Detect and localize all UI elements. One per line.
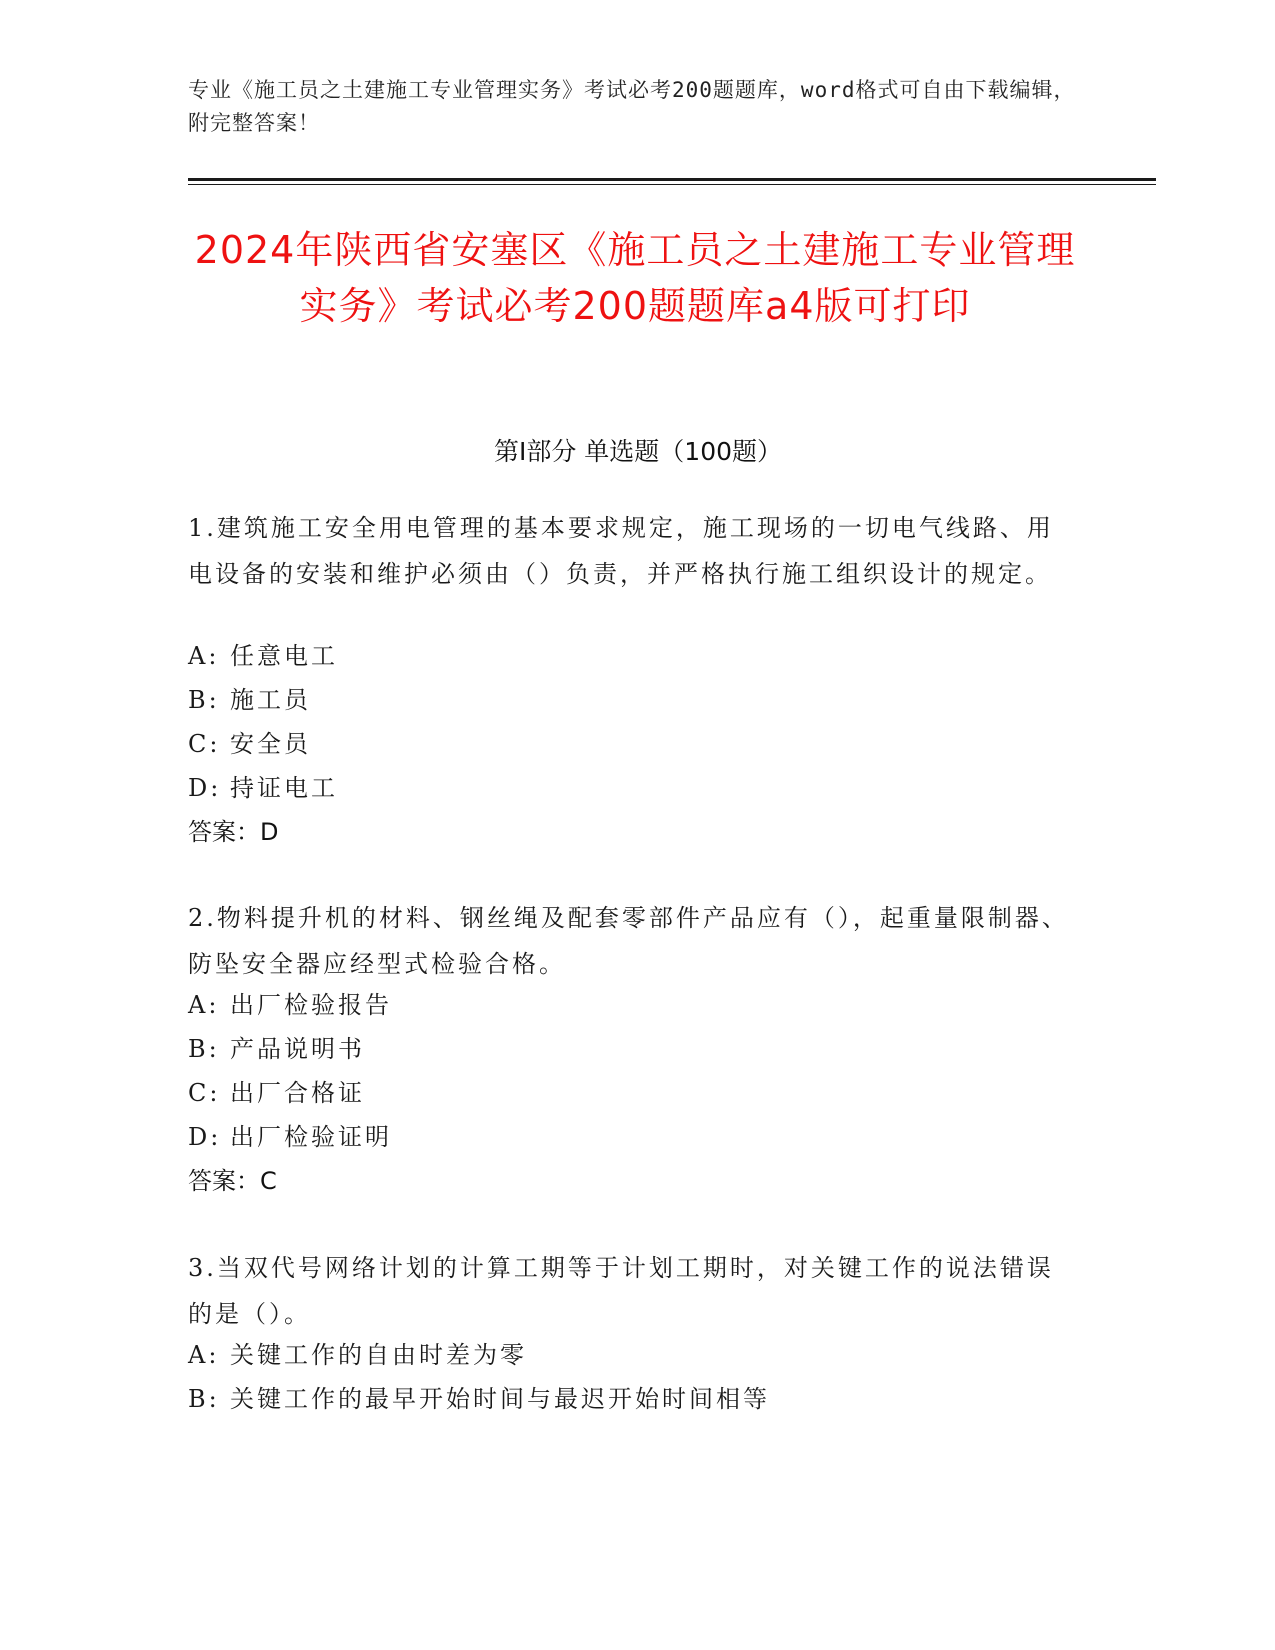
option-text: 关键工作的自由时差为零 (230, 1341, 527, 1369)
header-rule-thin (188, 184, 1156, 185)
question-3-option-a (188, 1332, 1078, 1378)
header-rule-thick (188, 178, 1156, 181)
question-3-option-b (188, 1376, 1078, 1422)
option-text: 任意电工 (230, 642, 338, 670)
option-key: A: (188, 991, 220, 1019)
question-1-option-c (188, 721, 1078, 767)
section-title: 第I部分 单选题（100题） (493, 437, 783, 466)
question-1-stem: 1.建筑施工安全用电管理的基本要求规定，施工现场的一切电气线路、用电设备的安装和维护必须由（）负责，并严格执行施工组织设计的规定。 (188, 514, 1054, 588)
option-text: 施工员 (230, 686, 311, 714)
question-2-stem: 2.物料提升机的材料、钢丝绳及配套零部件产品应有（），起重量限制器、防坠安全器应经型式检验合格。 (188, 904, 1069, 978)
option-key: B: (188, 686, 220, 714)
option-key: A: (188, 1341, 220, 1369)
question-3-stem: 3.当双代号网络计划的计算工期等于计划工期时，对关键工作的说法错误的是（）。 (188, 1254, 1054, 1328)
option-key: C: (188, 730, 221, 758)
question-1-option-a (188, 633, 1078, 679)
option-key: B: (188, 1385, 220, 1413)
question-2-option-d (188, 1114, 1078, 1160)
option-key: A: (188, 642, 220, 670)
option-text: 安全员 (230, 730, 311, 758)
question-2-option-c (188, 1070, 1078, 1116)
option-text: 关键工作的最早开始时间与最迟开始时间相等 (230, 1385, 770, 1413)
question-1-answer: 答案：D (188, 818, 279, 846)
question-2-option-b (188, 1026, 1078, 1072)
question-2-option-a (188, 982, 1078, 1028)
option-text: 持证电工 (230, 774, 338, 802)
question-2-answer: 答案：C (188, 1167, 277, 1195)
option-key: C: (188, 1079, 221, 1107)
option-text: 出厂合格证 (230, 1079, 365, 1107)
option-key: D: (188, 1123, 222, 1151)
option-key: D: (188, 774, 222, 802)
option-text: 出厂检验报告 (230, 991, 392, 1019)
question-1-option-d (188, 765, 1078, 811)
option-text: 出厂检验证明 (230, 1123, 392, 1151)
document-title: 2024年陕西省安塞区《施工员之土建施工专业管理实务》考试必考200题题库a4版可打印 (194, 228, 1076, 328)
option-key: B: (188, 1035, 220, 1063)
option-text: 产品说明书 (230, 1035, 365, 1063)
question-1-option-b (188, 677, 1078, 723)
header-note: 专业《施工员之土建施工专业管理实务》考试必考200题题库，word格式可自由下载编辑，附完整答案！ (188, 78, 1076, 135)
